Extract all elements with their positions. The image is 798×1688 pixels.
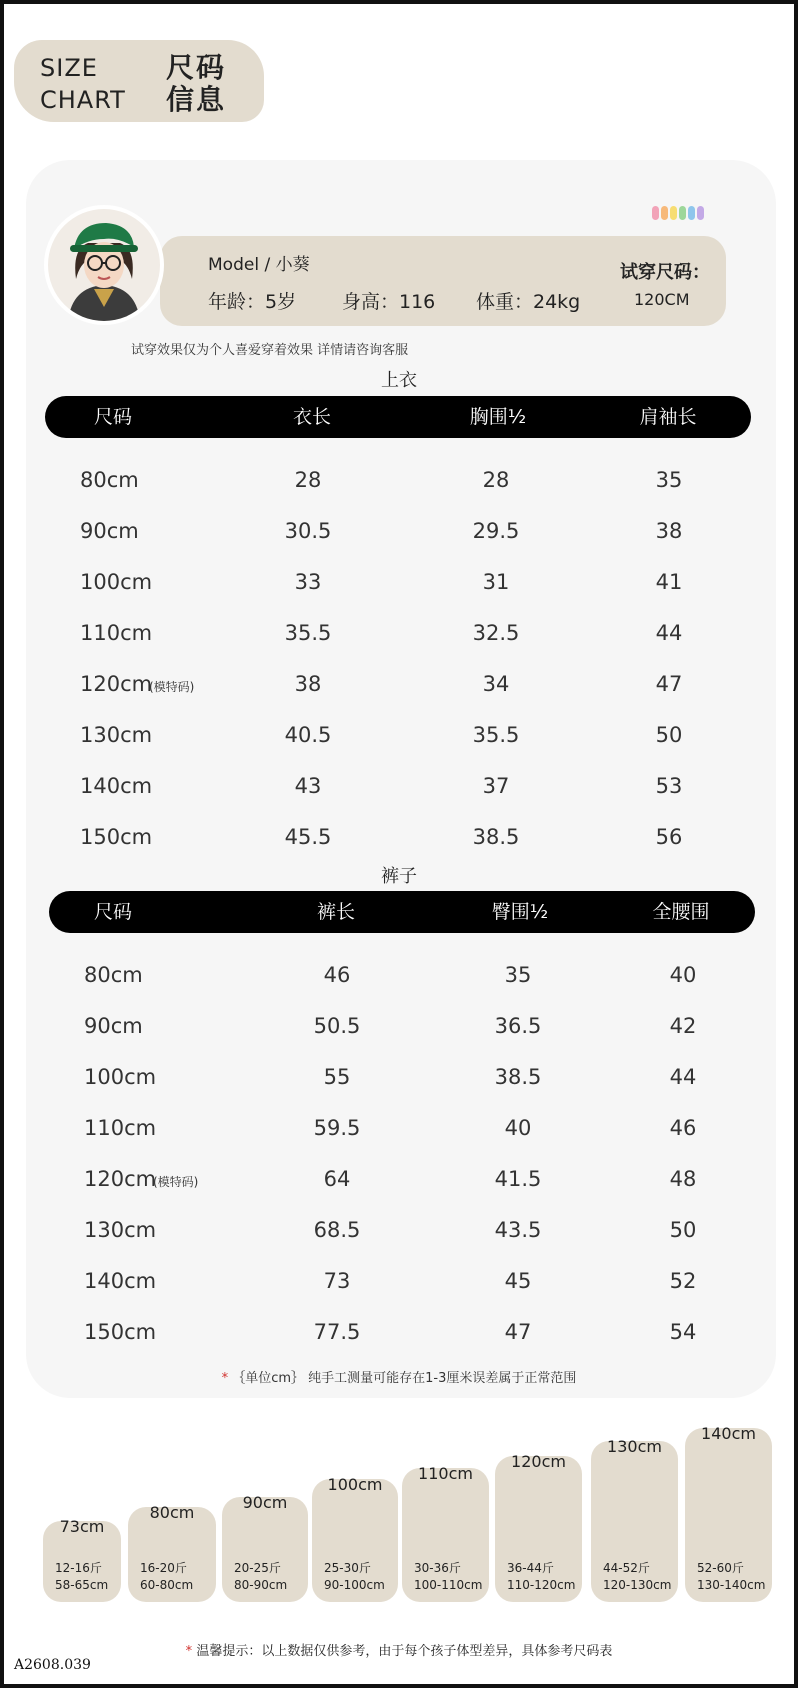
dot-5 [688,206,695,220]
row-size: 130cm [84,1218,157,1242]
table-row [0,1164,798,1194]
pants-table-header [49,891,755,933]
fit-size-value: 120CM [634,290,690,309]
row-value-3: 35 [655,468,683,492]
model-avatar [44,205,164,325]
row-value-1: 40.5 [284,723,332,747]
table-row [0,771,798,801]
table-row [0,1062,798,1092]
row-value-3: 54 [669,1320,697,1344]
row-size: 100cm [84,1065,157,1089]
size-chart-title-zh [166,52,226,116]
row-value-1: 64 [323,1167,351,1191]
row-value-2: 32.5 [472,621,520,645]
table-row [0,1266,798,1296]
pants-header-length: 裤长 [316,901,356,923]
row-value-3: 44 [655,621,683,645]
table-row [0,720,798,750]
pants-title: 裤子 [381,866,417,887]
row-value-1: 46 [323,963,351,987]
row-value-1: 28 [294,468,322,492]
footer-tip [0,1640,798,1659]
size-block-range: 90-100cm [324,1578,385,1592]
dot-2 [661,206,668,220]
size-chart-title-en [40,52,126,116]
size-block-range: 130-140cm [697,1578,766,1592]
size-block-range: 120-130cm [603,1578,672,1592]
table-row [0,516,798,546]
size-block-height: 100cm [327,1475,383,1494]
title-zh-line-2: 信息 [166,83,227,116]
size-block-height: 90cm [242,1493,288,1512]
table-row [0,960,798,990]
row-value-1: 59.5 [313,1116,361,1140]
dot-1 [652,206,659,220]
footer-tip-star: * [185,1644,193,1659]
table-row [0,669,798,699]
size-block [402,1464,489,1602]
row-value-2: 45 [504,1269,532,1293]
size-block-range: 100-110cm [414,1578,483,1592]
row-size: 130cm [80,723,153,747]
size-block-height: 80cm [149,1503,195,1522]
row-value-2: 38.5 [472,825,520,849]
row-size: 150cm [80,825,153,849]
row-value-2: 43.5 [494,1218,542,1242]
row-size: 120cm [80,672,153,696]
row-size: 150cm [84,1320,157,1344]
size-block-height: 140cm [701,1424,756,1443]
size-block-weight: 20-25斤 [234,1561,281,1575]
row-value-1: 38 [294,672,322,696]
title-en-line-2: CHART [40,86,126,114]
tops-table-header [45,396,751,438]
model-photo-icon [48,209,160,321]
size-block [312,1475,398,1602]
table-row [0,1011,798,1041]
table-row [0,567,798,597]
row-value-2: 37 [482,774,510,798]
table-row [0,1215,798,1245]
row-size: 140cm [84,1269,157,1293]
tops-header-sleeve: 肩袖长 [639,406,697,428]
row-value-3: 50 [669,1218,697,1242]
row-size: 100cm [80,570,153,594]
row-size: 80cm [80,468,139,492]
row-value-1: 55 [323,1065,351,1089]
size-block-range: 110-120cm [507,1578,576,1592]
row-value-3: 38 [655,519,683,543]
row-value-1: 43 [294,774,322,798]
color-dots-decoration [652,206,704,220]
fit-size-label: 试穿尺码： [620,262,710,283]
row-value-3: 56 [655,825,683,849]
row-value-3: 44 [669,1065,697,1089]
row-value-1: 50.5 [313,1014,361,1038]
pants-header-size: 尺码 [93,901,133,923]
row-value-2: 35 [504,963,532,987]
row-value-3: 48 [669,1167,697,1191]
model-disclaimer: 试穿效果仅为个人喜爱穿着效果 详情请咨询客服 [131,343,409,358]
size-block-range: 80-90cm [234,1578,288,1592]
dot-6 [697,206,704,220]
size-block [43,1517,121,1602]
unit-note-star: * [221,1371,229,1386]
size-block-weight: 12-16斤 [55,1561,102,1575]
row-value-1: 73 [323,1269,351,1293]
table-row [0,1317,798,1347]
row-value-1: 45.5 [284,825,332,849]
row-value-1: 35.5 [284,621,332,645]
size-block-weight: 30-36斤 [414,1561,461,1575]
size-block-weight: 25-30斤 [324,1561,371,1575]
row-value-3: 52 [669,1269,697,1293]
tops-header-size: 尺码 [93,406,133,428]
row-value-2: 36.5 [494,1014,542,1038]
row-size: 90cm [84,1014,143,1038]
row-value-3: 46 [669,1116,697,1140]
model-name: Model / 小葵 [208,255,310,275]
tops-title: 上衣 [381,370,417,391]
size-block-height: 110cm [418,1464,473,1483]
table-row [0,465,798,495]
row-value-3: 47 [655,672,683,696]
dot-4 [679,206,686,220]
size-block-height: 73cm [59,1517,105,1536]
model-weight: 体重：24kg [476,291,581,313]
row-size: 90cm [80,519,139,543]
row-size: 110cm [80,621,153,645]
row-size: 80cm [84,963,143,987]
row-value-3: 42 [669,1014,697,1038]
pants-header-hip: 臀围½ [491,901,549,923]
row-value-3: 53 [655,774,683,798]
size-block-weight: 36-44斤 [507,1561,554,1575]
row-size: 140cm [80,774,153,798]
model-height: 身高：116 [342,291,436,313]
row-size-note: (模特码) [153,1175,199,1189]
row-value-2: 47 [504,1320,532,1344]
size-block-height: 120cm [511,1452,566,1471]
row-size-note: (模特码) [149,680,195,694]
size-block [495,1452,582,1602]
title-en-line-1: SIZE [40,54,98,82]
size-block-range: 60-80cm [140,1578,194,1592]
row-value-2: 35.5 [472,723,520,747]
row-value-2: 38.5 [494,1065,542,1089]
table-row [0,618,798,648]
row-value-2: 34 [482,672,510,696]
size-block [685,1424,772,1602]
size-block-weight: 16-20斤 [140,1561,187,1575]
row-value-2: 41.5 [494,1167,542,1191]
row-value-2: 31 [482,570,510,594]
table-row [0,1113,798,1143]
product-code: A2608.039 [14,1657,91,1673]
row-value-3: 40 [669,963,697,987]
unit-note-text: ｛单位cm｝ 纯手工测量可能存在1-3厘米误差属于正常范围 [232,1371,577,1386]
size-block [591,1437,678,1602]
row-value-1: 33 [294,570,322,594]
row-value-2: 29.5 [472,519,520,543]
size-block [222,1493,308,1602]
row-size: 110cm [84,1116,157,1140]
size-block-height: 130cm [607,1437,662,1456]
tops-header-chest: 胸围½ [469,406,527,428]
footer-tip-text: 温馨提示：以上数据仅供参考，由于每个孩子体型差异，具体参考尺码表 [196,1644,613,1659]
row-value-1: 68.5 [313,1218,361,1242]
row-value-1: 77.5 [313,1320,361,1344]
tops-header-length: 衣长 [292,406,332,428]
pants-header-waist: 全腰围 [652,901,710,923]
table-row [0,822,798,852]
unit-note [0,1367,798,1386]
row-value-1: 30.5 [284,519,332,543]
dot-3 [670,206,677,220]
model-age: 年龄：5岁 [208,291,297,313]
size-block-range: 58-65cm [55,1578,109,1592]
row-value-2: 40 [504,1116,532,1140]
size-block-weight: 44-52斤 [603,1561,650,1575]
row-value-3: 50 [655,723,683,747]
row-value-3: 41 [655,570,683,594]
row-size: 120cm [84,1167,157,1191]
size-block [128,1503,216,1602]
row-value-2: 28 [482,468,510,492]
size-block-weight: 52-60斤 [697,1561,744,1575]
title-zh-line-1: 尺码 [166,51,227,84]
